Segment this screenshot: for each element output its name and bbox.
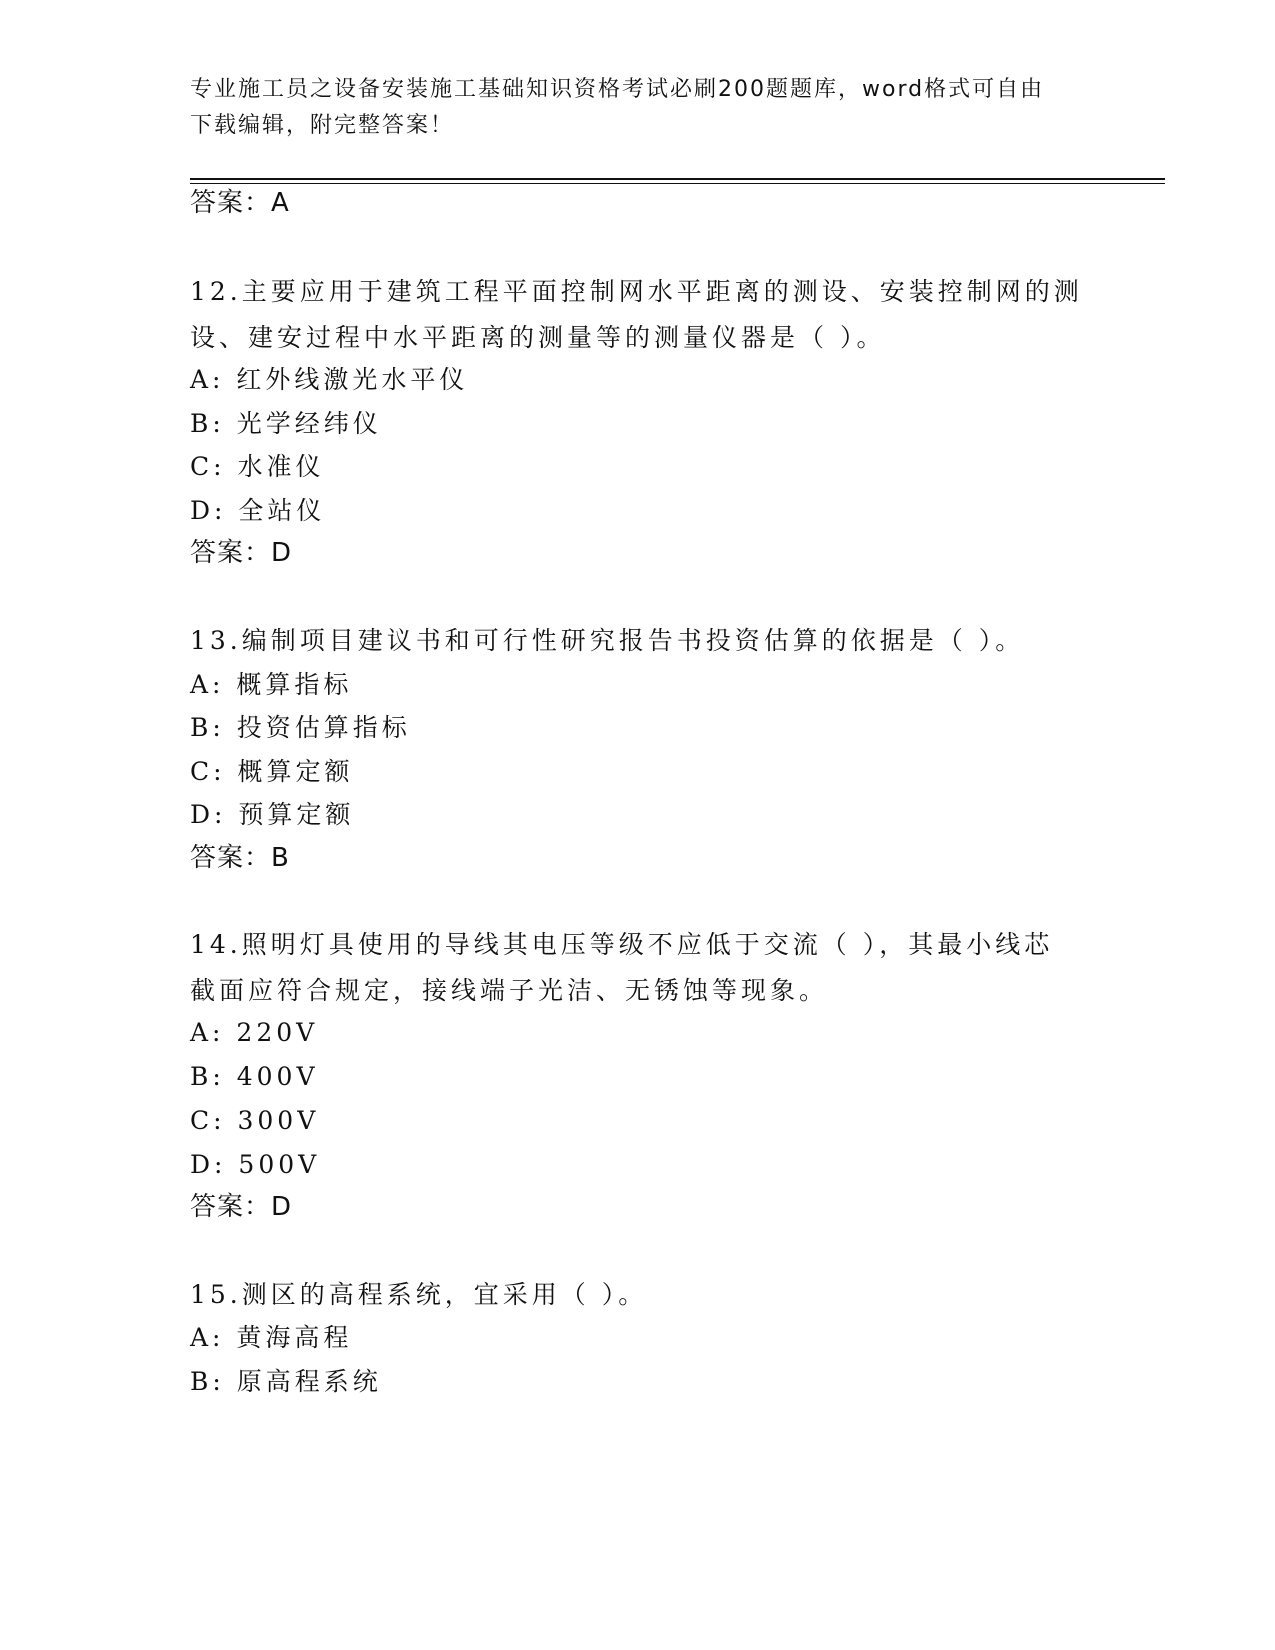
question-14-option-b: B: 400V — [190, 1062, 319, 1091]
question-13-option-c: C: 概算定额 — [190, 757, 354, 786]
question-13-line-1: 13.编制项目建议书和可行性研究报告书投资估算的依据是（ ）。 — [190, 626, 1025, 655]
question-13-option-b: B: 投资估算指标 — [190, 713, 411, 742]
answer-previous: 答案：A — [190, 188, 290, 218]
question-13-option-a: A: 概算指标 — [190, 670, 353, 699]
question-12-option-d: D: 全站仪 — [190, 496, 326, 525]
question-15-option-b: B: 原高程系统 — [190, 1367, 382, 1396]
question-12-text — [190, 269, 1090, 361]
question-14-answer: 答案：D — [190, 1192, 293, 1222]
question-12-option-a: A: 红外线激光水平仪 — [190, 365, 469, 394]
question-14-option-a: A: 220V — [190, 1018, 319, 1047]
question-12-line-1: 12.主要应用于建筑工程平面控制网水平距离的测设、安装控制网的测 — [190, 277, 1083, 306]
header-divider — [190, 178, 1165, 180]
header-divider-thin — [190, 183, 1165, 184]
question-14-option-d: D: 500V — [190, 1150, 321, 1179]
document-header — [190, 72, 1090, 144]
question-15-text — [190, 1272, 1090, 1318]
question-13-text — [190, 618, 1090, 664]
question-14-line-2: 截面应符合规定，接线端子光洁、无锈蚀等现象。 — [190, 976, 829, 1005]
header-line-2: 下载编辑，附完整答案！ — [190, 113, 455, 138]
question-12-option-c: C: 水准仪 — [190, 452, 325, 481]
question-14-text — [190, 922, 1090, 1014]
header-line-1: 专业施工员之设备安装施工基础知识资格考试必刷200题题库，word格式可自由 — [190, 77, 1045, 102]
question-14-line-1: 14.照明灯具使用的导线其电压等级不应低于交流（ ），其最小线芯 — [190, 930, 1054, 959]
question-15-line-1: 15.测区的高程系统，宜采用（ ）。 — [190, 1280, 648, 1309]
question-13-option-d: D: 预算定额 — [190, 800, 355, 829]
question-12-option-b: B: 光学经纬仪 — [190, 409, 382, 438]
question-12-answer: 答案：D — [190, 538, 293, 568]
question-14-option-c: C: 300V — [190, 1106, 320, 1135]
question-13-answer: 答案：B — [190, 843, 290, 873]
question-15-option-a: A: 黄海高程 — [190, 1323, 353, 1352]
question-12-line-2: 设、建安过程中水平距离的测量等的测量仪器是（ ）。 — [190, 323, 886, 352]
